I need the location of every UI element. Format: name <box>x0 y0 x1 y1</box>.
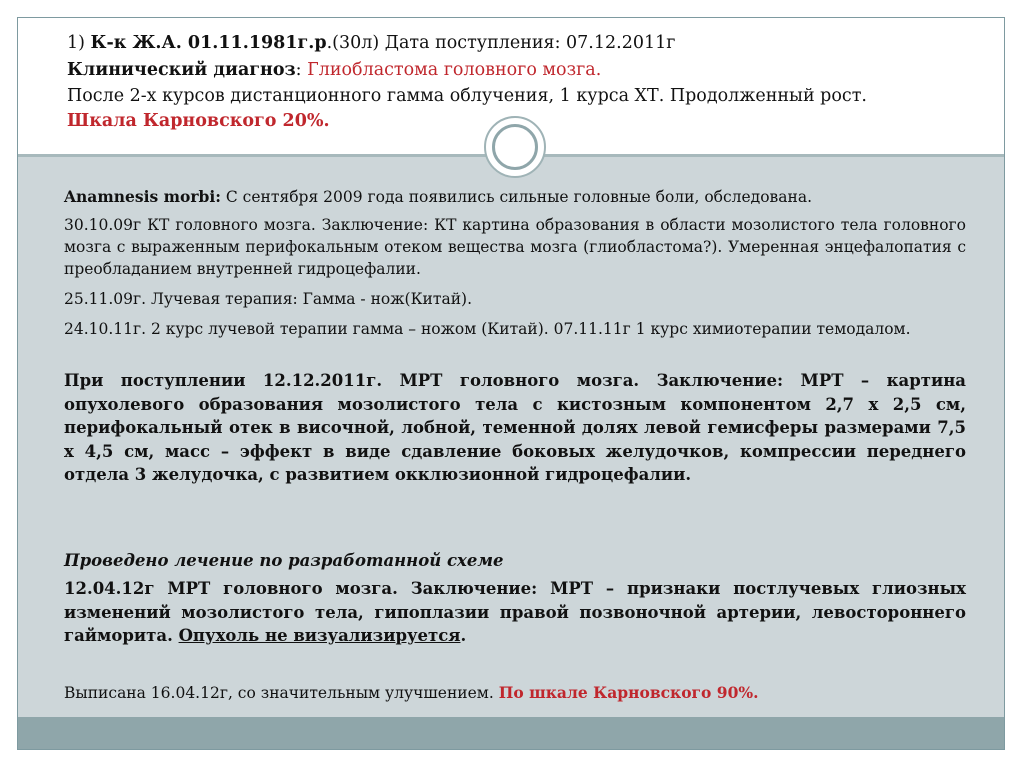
decorative-circle-icon <box>484 116 546 178</box>
slide <box>17 17 1005 750</box>
content-panel <box>18 156 1004 717</box>
inner-ring <box>492 124 538 170</box>
diagnosis-line: Клинический диагноз: Глиобластома головного мозга. <box>67 60 602 80</box>
anamnesis-paragraph: Anamnesis morbi: С сентября 2009 года появились сильные головные боли, обследована. <box>64 187 813 206</box>
treatment-line: Проведено лечение по разработанной схеме <box>64 551 504 570</box>
radiotherapy-1: 25.11.09г. Лучевая терапия: Гамма - нож(Китай). <box>64 290 473 308</box>
karnofsky-score: Шкала Карновского 20%. <box>67 111 330 131</box>
mri-followup-paragraph: 12.04.12г МРТ головного мозга. Заключение: МРТ – признаки постлучевых глиозных изменений мозолистого тела, гипоплазии правой позвоночной артерии, левостороннего гайморита. Опухоль не визуализируется. <box>64 579 966 645</box>
diagnosis-value: Глиобластома головного мозга. <box>307 60 602 80</box>
footer-bar <box>18 717 1004 749</box>
patient-id: К-к Ж.А. 01.11.1981г.р <box>90 33 327 53</box>
ct-paragraph: 30.10.09г КТ головного мозга. Заключение: КТ картина образования в области мозолистого тела головного мозга с выраженным перифокальным отеком вещества мозга (глиобластома?). Умеренная энцефалопатия с преобладанием внутренней гидроцефалии. <box>64 216 966 278</box>
anamnesis-label: Anamnesis morbi: <box>64 187 221 206</box>
discharge-line: Выписана 16.04.12г, со значительным улучшением. По шкале Карновского 90%. <box>64 683 759 702</box>
diagnosis-label: Клинический диагноз <box>67 60 296 80</box>
mri-admission-paragraph: При поступлении 12.12.2011г. МРТ головного мозга. Заключение: МРТ – картина опухолевого образования мозолистого тела с кистозным компонентом 2,7 х 2,5 см, перифокальный отек в височной, лобной, теменной долях левой гемисферы размерами 7,5 х 4,5 см, масс – эффект в виде сдавление боковых желудочков, компрессии переднего отдела 3 желудочка, с развитием окклюзионной гидроцефалии. <box>64 371 966 484</box>
patient-line: 1) К-к Ж.А. 01.11.1981г.р.(30л) Дата поступления: 07.12.2011г <box>67 33 676 53</box>
history-line: После 2-х курсов дистанционного гамма облучения, 1 курса ХТ. Продолженный рост. <box>67 86 867 106</box>
tumor-status: Опухоль не визуализируется <box>178 626 461 645</box>
radiotherapy-2: 24.10.11г. 2 курс лучевой терапии гамма – ножом (Китай). 07.11.11г 1 курс химиотерапии темодалом. <box>64 320 911 338</box>
karnofsky-after: По шкале Карновского 90%. <box>498 683 759 702</box>
